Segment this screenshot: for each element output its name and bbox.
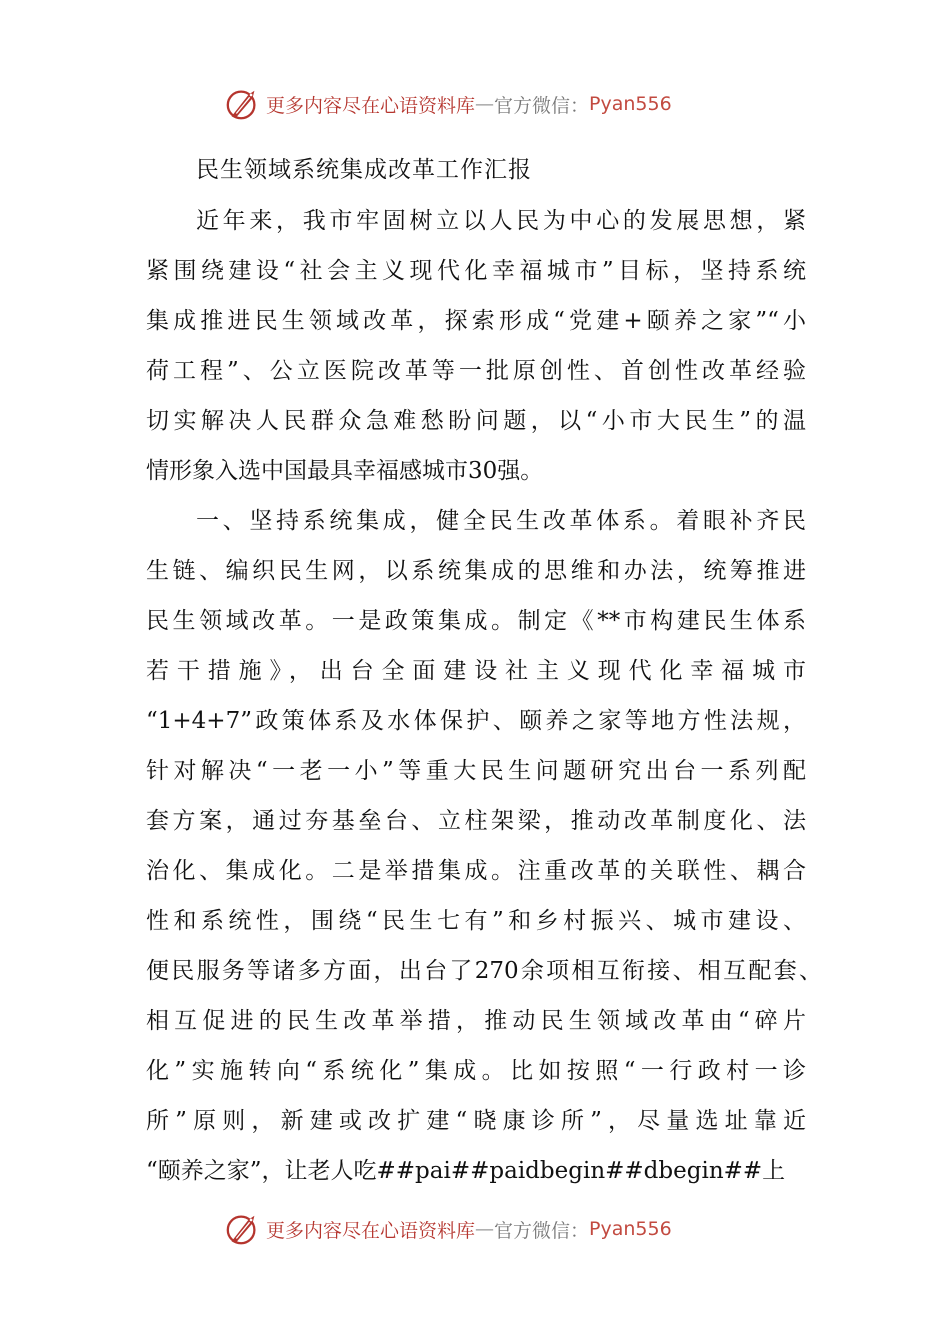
body-text-line: 治化、集成化。二是举措集成。注重改革的关联性、耦合	[146, 858, 806, 884]
body-text-line: 民生领域改革。一是政策集成。制定《**市构建民生体系	[146, 608, 806, 634]
pen-nib-circle-icon	[224, 85, 262, 123]
body-text-line: 套方案，通过夯基垒台、立柱架梁，推动改革制度化、法	[146, 808, 806, 834]
body-text-line: 相互促进的民生改革举措，推动民生领域改革由“碎片	[146, 1008, 806, 1034]
body-text-line: 生链、编织民生网，以系统集成的思维和办法，统筹推进	[146, 558, 806, 584]
banner-brand-text: 更多内容尽在心语资料库	[266, 94, 476, 117]
banner-official-label: 官方微信：	[494, 94, 590, 117]
banner-dash: —	[475, 1218, 495, 1240]
body-text-line: 性和系统性，围绕“民生七有”和乡村振兴、城市建设、	[146, 908, 806, 934]
body-text-line: 近年来，我市牢固树立以人民为中心的发展思想，紧	[196, 208, 806, 234]
body-text-line: 一、坚持系统集成，健全民生改革体系。着眼补齐民	[196, 508, 806, 534]
body-text-line: 紧围绕建设“社会主义现代化幸福城市”目标，坚持系统	[146, 258, 806, 284]
body-text-line: 荷工程”、公立医院改革等一批原创性、首创性改革经验	[146, 358, 806, 384]
banner-brand-text: 更多内容尽在心语资料库	[266, 1219, 476, 1242]
body-text-line: “1+4+7”政策体系及水体保护、颐养之家等地方性法规，	[146, 708, 806, 734]
body-text-line: 所”原则，新建或改扩建“晓康诊所”，尽量选址靠近	[146, 1108, 806, 1134]
banner-dash: —	[475, 93, 495, 115]
body-text-line: 若干措施》，出台全面建设社主义现代化幸福城市	[146, 658, 806, 684]
pen-nib-circle-icon	[224, 1210, 262, 1248]
banner-official-label: 官方微信：	[494, 1219, 590, 1242]
header-watermark-banner	[224, 84, 744, 124]
body-text-line: “颐养之家”，让老人吃##pai##paidbegin##dbegin##上	[146, 1158, 786, 1184]
footer-watermark-banner	[224, 1209, 744, 1249]
body-text-line: 针对解决“一老一小”等重大民生问题研究出台一系列配	[146, 758, 806, 784]
body-text-line: 情形象入选中国最具幸福感城市30强。	[146, 458, 544, 484]
body-text-line: 化”实施转向“系统化”集成。比如按照“一行政村一诊	[146, 1058, 806, 1084]
banner-wechat-id: Pyan556	[589, 1218, 672, 1240]
body-text-line: 切实解决人民群众急难愁盼问题，以“小市大民生”的温	[146, 408, 806, 434]
body-text-line: 便民服务等诸多方面，出台了270余项相互衔接、相互配套、	[146, 958, 822, 984]
document-title: 民生领域系统集成改革工作汇报	[196, 157, 532, 183]
body-text-line: 集成推进民生领域改革，探索形成“党建+颐养之家”“小	[146, 308, 806, 334]
banner-wechat-id: Pyan556	[589, 93, 672, 115]
